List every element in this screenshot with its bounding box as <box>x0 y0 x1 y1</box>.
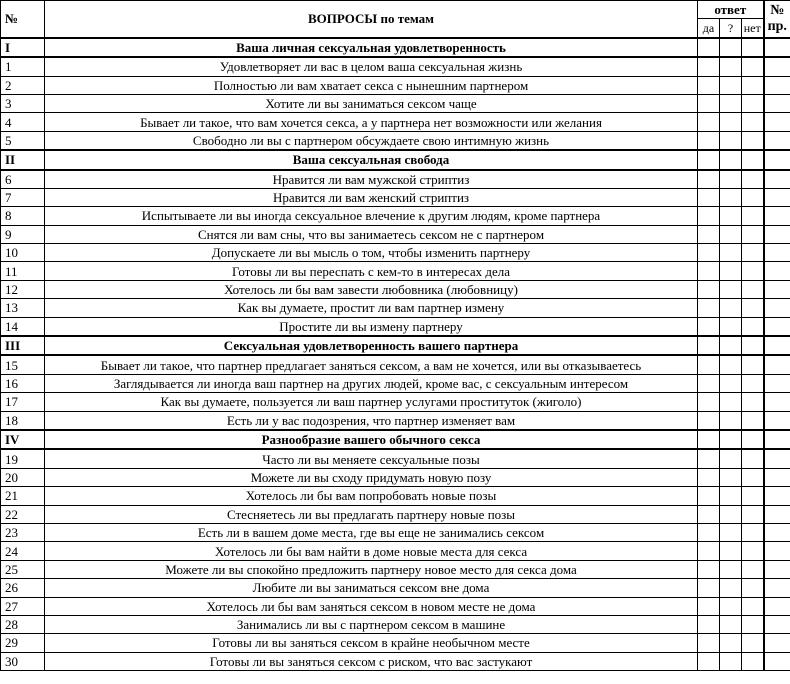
answer-yes-cell[interactable] <box>698 317 720 336</box>
section-header-row <box>1 336 790 355</box>
note-number-cell[interactable] <box>764 280 790 298</box>
answer-maybe-cell[interactable] <box>720 207 742 225</box>
question-text: Бывает ли такое, что партнер предлагает заняться сексом, а вам не хочется, или вы отказываетесь <box>45 355 698 374</box>
answer-no-cell[interactable] <box>742 150 764 169</box>
answer-maybe-cell[interactable] <box>720 652 742 670</box>
question-text: Хотелось ли бы вам заняться сексом в новом месте не дома <box>45 597 698 615</box>
answer-maybe-cell[interactable] <box>720 113 742 131</box>
answer-maybe-cell[interactable] <box>720 411 742 430</box>
answer-maybe-cell[interactable] <box>720 336 742 355</box>
answer-yes-cell[interactable] <box>698 57 720 76</box>
question-row <box>1 262 790 280</box>
question-number: 25 <box>1 560 45 578</box>
section-number: II <box>1 150 45 169</box>
question-number: 26 <box>1 579 45 597</box>
answer-maybe-cell[interactable] <box>720 244 742 262</box>
answer-yes-cell[interactable] <box>698 299 720 317</box>
note-number-cell[interactable] <box>764 430 790 449</box>
note-number-cell[interactable] <box>764 597 790 615</box>
question-row <box>1 188 790 206</box>
answer-maybe-cell[interactable] <box>720 94 742 112</box>
question-text: Простите ли вы измену партнеру <box>45 317 698 336</box>
question-text: Можете ли вы сходу придумать новую позу <box>45 468 698 486</box>
question-number: 24 <box>1 542 45 560</box>
note-number-cell[interactable] <box>764 299 790 317</box>
question-text: Как вы думаете, простит ли вам партнер измену <box>45 299 698 317</box>
answer-no-cell[interactable] <box>742 542 764 560</box>
question-row <box>1 468 790 486</box>
answer-maybe-cell[interactable] <box>720 38 742 57</box>
answer-yes-cell[interactable] <box>698 411 720 430</box>
answer-yes-cell[interactable] <box>698 225 720 243</box>
section-title: Сексуальная удовлетворенность вашего партнера <box>45 336 698 355</box>
note-number-cell[interactable] <box>764 634 790 652</box>
question-text: Можете ли вы спокойно предложить партнеру новое место для секса дома <box>45 560 698 578</box>
header-note-number-line1: № <box>770 2 785 18</box>
note-number-cell[interactable] <box>764 505 790 523</box>
answer-no-cell[interactable] <box>742 94 764 112</box>
answer-yes-cell[interactable] <box>698 615 720 633</box>
question-row <box>1 244 790 262</box>
question-row <box>1 449 790 468</box>
note-number-cell[interactable] <box>764 615 790 633</box>
note-number-cell[interactable] <box>764 131 790 150</box>
answer-maybe-cell[interactable] <box>720 393 742 411</box>
question-number: 8 <box>1 207 45 225</box>
answer-no-cell[interactable] <box>742 468 764 486</box>
note-number-cell[interactable] <box>764 374 790 392</box>
question-row <box>1 597 790 615</box>
note-number-cell[interactable] <box>764 468 790 486</box>
question-row <box>1 280 790 298</box>
question-number: 27 <box>1 597 45 615</box>
note-number-cell[interactable] <box>764 411 790 430</box>
question-number: 19 <box>1 449 45 468</box>
header-questions: ВОПРОСЫ по темам <box>45 1 698 38</box>
answer-maybe-cell[interactable] <box>720 317 742 336</box>
answer-yes-cell[interactable] <box>698 560 720 578</box>
answer-no-cell[interactable] <box>742 411 764 430</box>
question-row <box>1 487 790 505</box>
answer-no-cell[interactable] <box>742 652 764 670</box>
answer-yes-cell[interactable] <box>698 355 720 374</box>
question-row <box>1 374 790 392</box>
answer-no-cell[interactable] <box>742 225 764 243</box>
answer-yes-cell[interactable] <box>698 652 720 670</box>
answer-yes-cell[interactable] <box>698 505 720 523</box>
note-number-cell[interactable] <box>764 188 790 206</box>
answer-maybe-cell[interactable] <box>720 57 742 76</box>
answer-maybe-cell[interactable] <box>720 468 742 486</box>
question-number: 18 <box>1 411 45 430</box>
answer-maybe-cell[interactable] <box>720 131 742 150</box>
answer-yes-cell[interactable] <box>698 597 720 615</box>
answer-yes-cell[interactable] <box>698 579 720 597</box>
answer-no-cell[interactable] <box>742 449 764 468</box>
answer-yes-cell[interactable] <box>698 487 720 505</box>
answer-no-cell[interactable] <box>742 560 764 578</box>
question-row <box>1 299 790 317</box>
question-row <box>1 113 790 131</box>
note-number-cell[interactable] <box>764 150 790 169</box>
question-text: Есть ли у вас подозрения, что партнер изменяет вам <box>45 411 698 430</box>
answer-maybe-cell[interactable] <box>720 280 742 298</box>
question-text: Хотелось ли бы вам найти в доме новые места для секса <box>45 542 698 560</box>
note-number-cell[interactable] <box>764 652 790 670</box>
answer-maybe-cell[interactable] <box>720 579 742 597</box>
note-number-cell[interactable] <box>764 393 790 411</box>
answer-no-cell[interactable] <box>742 113 764 131</box>
answer-yes-cell[interactable] <box>698 336 720 355</box>
question-number: 6 <box>1 170 45 189</box>
question-number: 13 <box>1 299 45 317</box>
answer-no-cell[interactable] <box>742 188 764 206</box>
answer-maybe-cell[interactable] <box>720 615 742 633</box>
answer-yes-cell[interactable] <box>698 542 720 560</box>
section-header-row <box>1 38 790 57</box>
answer-maybe-cell[interactable] <box>720 188 742 206</box>
question-row <box>1 523 790 541</box>
question-text: Любите ли вы заниматься сексом вне дома <box>45 579 698 597</box>
answer-yes-cell[interactable] <box>698 280 720 298</box>
note-number-cell[interactable] <box>764 94 790 112</box>
answer-no-cell[interactable] <box>742 170 764 189</box>
question-text: Нравится ли вам женский стриптиз <box>45 188 698 206</box>
answer-maybe-cell[interactable] <box>720 560 742 578</box>
question-text: Бывает ли такое, что вам хочется секса, а у партнера нет возможности или желания <box>45 113 698 131</box>
question-text: Снятся ли вам сны, что вы занимаетесь сексом не с партнером <box>45 225 698 243</box>
answer-maybe-cell[interactable] <box>720 76 742 94</box>
question-text: Свободно ли вы с партнером обсуждаете свою интимную жизнь <box>45 131 698 150</box>
question-number: 23 <box>1 523 45 541</box>
question-number: 21 <box>1 487 45 505</box>
answer-maybe-cell[interactable] <box>720 262 742 280</box>
answer-yes-cell[interactable] <box>698 76 720 94</box>
section-header-row <box>1 430 790 449</box>
question-text: Часто ли вы меняете сексуальные позы <box>45 449 698 468</box>
question-text: Нравится ли вам мужской стриптиз <box>45 170 698 189</box>
answer-no-cell[interactable] <box>742 280 764 298</box>
question-number: 1 <box>1 57 45 76</box>
answer-yes-cell[interactable] <box>698 170 720 189</box>
note-number-cell[interactable] <box>764 487 790 505</box>
question-number: 2 <box>1 76 45 94</box>
header-number: № <box>1 1 45 38</box>
question-row <box>1 542 790 560</box>
question-text: Готовы ли вы заняться сексом с риском, что вас застукают <box>45 652 698 670</box>
answer-no-cell[interactable] <box>742 244 764 262</box>
question-number: 12 <box>1 280 45 298</box>
answer-no-cell[interactable] <box>742 374 764 392</box>
question-row <box>1 355 790 374</box>
header-answer-maybe: ? <box>720 19 742 38</box>
answer-no-cell[interactable] <box>742 430 764 449</box>
question-text: Есть ли в вашем доме места, где вы еще не занимались сексом <box>45 523 698 541</box>
answer-yes-cell[interactable] <box>698 94 720 112</box>
note-number-cell[interactable] <box>764 560 790 578</box>
note-number-cell[interactable] <box>764 207 790 225</box>
answer-maybe-cell[interactable] <box>720 505 742 523</box>
note-number-cell[interactable] <box>764 113 790 131</box>
question-text: Удовлетворяет ли вас в целом ваша сексуальная жизнь <box>45 57 698 76</box>
section-number: I <box>1 38 45 57</box>
question-row <box>1 579 790 597</box>
answer-no-cell[interactable] <box>742 579 764 597</box>
answer-maybe-cell[interactable] <box>720 449 742 468</box>
header-answer-yes: да <box>698 19 720 38</box>
answer-maybe-cell[interactable] <box>720 355 742 374</box>
header-note-number <box>764 1 790 38</box>
note-number-cell[interactable] <box>764 76 790 94</box>
note-number-cell[interactable] <box>764 542 790 560</box>
answer-no-cell[interactable] <box>742 393 764 411</box>
question-row <box>1 207 790 225</box>
answer-yes-cell[interactable] <box>698 113 720 131</box>
question-number: 20 <box>1 468 45 486</box>
question-row <box>1 94 790 112</box>
answer-no-cell[interactable] <box>742 505 764 523</box>
answer-no-cell[interactable] <box>742 355 764 374</box>
question-row <box>1 170 790 189</box>
question-row <box>1 131 790 150</box>
section-header-row <box>1 150 790 169</box>
answer-yes-cell[interactable] <box>698 150 720 169</box>
answer-yes-cell[interactable] <box>698 449 720 468</box>
answer-yes-cell[interactable] <box>698 244 720 262</box>
answer-no-cell[interactable] <box>742 207 764 225</box>
question-number: 7 <box>1 188 45 206</box>
answer-no-cell[interactable] <box>742 597 764 615</box>
note-number-cell[interactable] <box>764 317 790 336</box>
answer-yes-cell[interactable] <box>698 207 720 225</box>
question-row <box>1 393 790 411</box>
answer-yes-cell[interactable] <box>698 188 720 206</box>
note-number-cell[interactable] <box>764 170 790 189</box>
answer-no-cell[interactable] <box>742 634 764 652</box>
answer-maybe-cell[interactable] <box>720 430 742 449</box>
question-number: 22 <box>1 505 45 523</box>
question-number: 5 <box>1 131 45 150</box>
answer-no-cell[interactable] <box>742 76 764 94</box>
section-title: Ваша личная сексуальная удовлетворенность <box>45 38 698 57</box>
question-row <box>1 560 790 578</box>
question-number: 9 <box>1 225 45 243</box>
question-text: Готовы ли вы заняться сексом в крайне необычном месте <box>45 634 698 652</box>
question-row <box>1 411 790 430</box>
answer-maybe-cell[interactable] <box>720 523 742 541</box>
question-text: Заглядывается ли иногда ваш партнер на других людей, кроме вас, с сексуальным интересом <box>45 374 698 392</box>
question-number: 14 <box>1 317 45 336</box>
answer-yes-cell[interactable] <box>698 634 720 652</box>
question-row <box>1 317 790 336</box>
answer-yes-cell[interactable] <box>698 393 720 411</box>
question-text: Испытываете ли вы иногда сексуальное влечение к другим людям, кроме партнера <box>45 207 698 225</box>
question-text: Хотелось ли бы вам попробовать новые позы <box>45 487 698 505</box>
header-answer: ответ <box>698 1 764 19</box>
question-text: Хотите ли вы заниматься сексом чаще <box>45 94 698 112</box>
question-text: Допускаете ли вы мысль о том, чтобы изменить партнеру <box>45 244 698 262</box>
answer-no-cell[interactable] <box>742 615 764 633</box>
note-number-cell[interactable] <box>764 523 790 541</box>
note-number-cell[interactable] <box>764 38 790 57</box>
question-row <box>1 57 790 76</box>
question-number: 10 <box>1 244 45 262</box>
question-text: Хотелось ли бы вам завести любовника (любовницу) <box>45 280 698 298</box>
note-number-cell[interactable] <box>764 579 790 597</box>
section-number: III <box>1 336 45 355</box>
answer-yes-cell[interactable] <box>698 374 720 392</box>
answer-no-cell[interactable] <box>742 487 764 505</box>
answer-no-cell[interactable] <box>742 317 764 336</box>
question-row <box>1 615 790 633</box>
answer-no-cell[interactable] <box>742 262 764 280</box>
answer-maybe-cell[interactable] <box>720 487 742 505</box>
question-text: Стесняетесь ли вы предлагать партнеру новые позы <box>45 505 698 523</box>
answer-maybe-cell[interactable] <box>720 170 742 189</box>
answer-yes-cell[interactable] <box>698 468 720 486</box>
answer-no-cell[interactable] <box>742 523 764 541</box>
answer-yes-cell[interactable] <box>698 523 720 541</box>
answer-maybe-cell[interactable] <box>720 597 742 615</box>
header-answer-no: нет <box>742 19 764 38</box>
answer-maybe-cell[interactable] <box>720 225 742 243</box>
section-title: Разнообразие вашего обычного секса <box>45 430 698 449</box>
answer-yes-cell[interactable] <box>698 262 720 280</box>
question-text: Как вы думаете, пользуется ли ваш партнер услугами проституток (жиголо) <box>45 393 698 411</box>
question-number: 15 <box>1 355 45 374</box>
header-row-top <box>1 1 790 19</box>
section-number: IV <box>1 430 45 449</box>
question-number: 28 <box>1 615 45 633</box>
answer-maybe-cell[interactable] <box>720 150 742 169</box>
question-row <box>1 76 790 94</box>
question-text: Занимались ли вы с партнером сексом в машине <box>45 615 698 633</box>
answer-yes-cell[interactable] <box>698 38 720 57</box>
note-number-cell[interactable] <box>764 262 790 280</box>
question-number: 16 <box>1 374 45 392</box>
answer-maybe-cell[interactable] <box>720 374 742 392</box>
answer-no-cell[interactable] <box>742 57 764 76</box>
question-row <box>1 225 790 243</box>
answer-yes-cell[interactable] <box>698 430 720 449</box>
note-number-cell[interactable] <box>764 57 790 76</box>
header-note-number-line2: пр. <box>767 18 787 34</box>
answer-no-cell[interactable] <box>742 299 764 317</box>
answer-maybe-cell[interactable] <box>720 299 742 317</box>
question-number: 4 <box>1 113 45 131</box>
question-number: 17 <box>1 393 45 411</box>
question-row <box>1 505 790 523</box>
question-number: 29 <box>1 634 45 652</box>
answer-maybe-cell[interactable] <box>720 634 742 652</box>
note-number-cell[interactable] <box>764 336 790 355</box>
question-text: Готовы ли вы переспать с кем-то в интересах дела <box>45 262 698 280</box>
question-text: Полностью ли вам хватает секса с нынешним партнером <box>45 76 698 94</box>
section-title: Ваша сексуальная свобода <box>45 150 698 169</box>
question-row <box>1 652 790 670</box>
note-number-cell[interactable] <box>764 449 790 468</box>
note-number-cell[interactable] <box>764 355 790 374</box>
question-number: 11 <box>1 262 45 280</box>
question-row <box>1 634 790 652</box>
answer-no-cell[interactable] <box>742 38 764 57</box>
question-number: 30 <box>1 652 45 670</box>
note-number-cell[interactable] <box>764 225 790 243</box>
note-number-cell[interactable] <box>764 244 790 262</box>
answer-no-cell[interactable] <box>742 131 764 150</box>
answer-no-cell[interactable] <box>742 336 764 355</box>
question-number: 3 <box>1 94 45 112</box>
answer-yes-cell[interactable] <box>698 131 720 150</box>
answer-maybe-cell[interactable] <box>720 542 742 560</box>
